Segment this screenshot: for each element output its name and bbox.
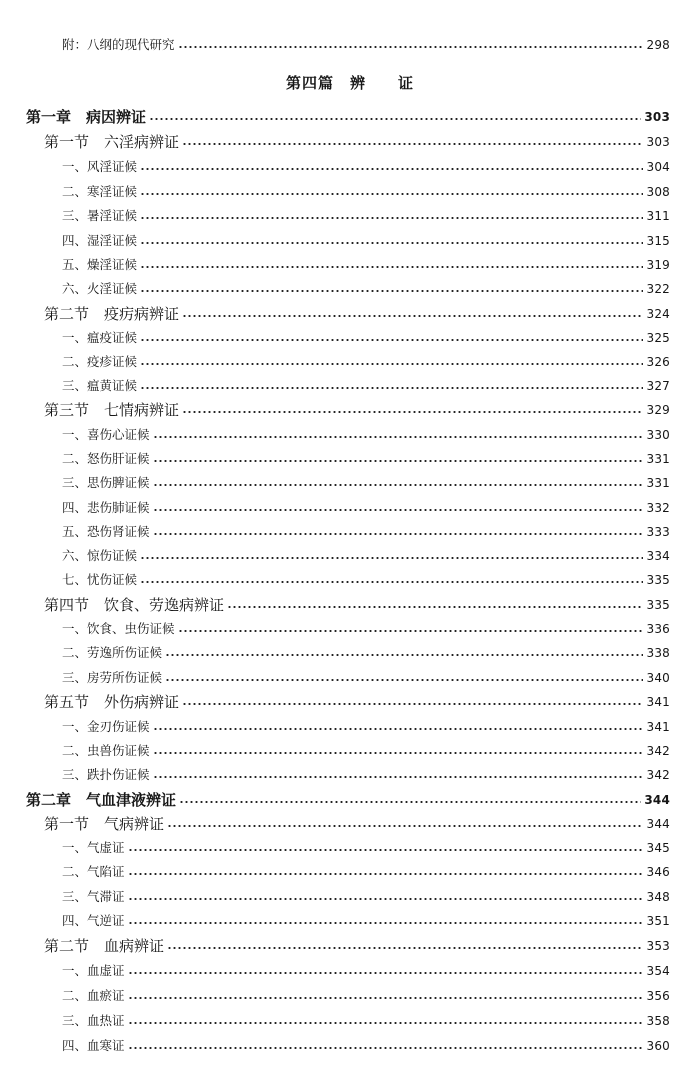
toc-entry-item (62, 568, 670, 588)
page-number: 360 (646, 1039, 670, 1053)
page-number: 354 (646, 964, 670, 978)
dot-leader (140, 362, 643, 366)
toc-entry-item (62, 229, 670, 249)
toc-entry-item (62, 277, 670, 297)
dot-leader (167, 824, 643, 828)
page-number: 341 (646, 695, 670, 709)
page-number: 341 (646, 720, 670, 734)
dot-leader (182, 702, 643, 706)
entry-label: 一、喜伤心证候 (62, 427, 150, 442)
toc-entry-item (62, 374, 670, 394)
toc-entry-item (62, 1034, 670, 1054)
entry-label: 七、忧伤证候 (62, 572, 138, 587)
page-number: 338 (646, 646, 670, 660)
dot-leader (128, 872, 644, 876)
toc-entry-item (62, 715, 670, 735)
entry-label: 三、房劳所伤证候 (62, 670, 163, 685)
dot-leader (140, 167, 643, 171)
page-number: 340 (646, 671, 670, 685)
entry-label: 一、金刃伤证候 (62, 719, 150, 734)
dot-leader (140, 580, 643, 584)
entry-label: 第一节 六淫病辨证 (44, 133, 180, 151)
page-number: 298 (646, 38, 670, 52)
dot-leader (128, 996, 644, 1000)
toc-entry-item (62, 180, 670, 200)
entry-label: 附：八纲的现代研究 (62, 37, 175, 52)
toc-entry-chapter (26, 788, 670, 808)
entry-label: 第二节 疫疠病辨证 (44, 305, 180, 323)
dot-leader (153, 508, 644, 512)
dot-leader (153, 483, 644, 487)
entry-label: 第二节 血病辨证 (44, 937, 165, 955)
dot-leader (153, 532, 644, 536)
dot-leader (140, 265, 643, 269)
page-number: 356 (646, 989, 670, 1003)
toc-entry-item (62, 350, 670, 370)
dot-leader (153, 459, 644, 463)
page-number: 327 (646, 379, 670, 393)
entry-label: 三、暑淫证候 (62, 208, 138, 223)
toc-entry-item (62, 860, 670, 880)
dot-leader (128, 971, 644, 975)
dot-leader (140, 241, 643, 245)
entry-label: 三、跌扑伤证候 (62, 767, 150, 782)
page-number: 331 (646, 476, 670, 490)
dot-leader (140, 216, 643, 220)
entry-label: 四、血寒证 (62, 1038, 125, 1053)
entry-label: 第一节 气病辨证 (44, 815, 165, 833)
page-number: 315 (646, 234, 670, 248)
dot-leader (153, 751, 644, 755)
page-number: 334 (646, 549, 670, 563)
dot-leader (140, 556, 643, 560)
page-number: 335 (646, 598, 670, 612)
toc-entry-item (62, 471, 670, 491)
toc-entry-section (44, 934, 670, 954)
part-title: 第四篇 辨 证 (285, 74, 414, 92)
page-number: 351 (646, 914, 670, 928)
dot-leader (128, 848, 644, 852)
entry-label: 二、寒淫证候 (62, 184, 138, 199)
entry-label: 四、湿淫证候 (62, 233, 138, 248)
page-number: 348 (646, 890, 670, 904)
entry-label: 一、血虚证 (62, 963, 125, 978)
page-number: 303 (644, 110, 670, 124)
page-number: 325 (646, 331, 670, 345)
entry-label: 第一章 病因辨证 (26, 108, 147, 126)
dot-leader (182, 314, 643, 318)
dot-leader (128, 1021, 644, 1025)
page-number: 332 (646, 501, 670, 515)
page-number: 345 (646, 841, 670, 855)
entry-label: 第三节 七情病辨证 (44, 401, 180, 419)
page-number: 330 (646, 428, 670, 442)
toc-entry-item (62, 423, 670, 443)
page-number: 329 (646, 403, 670, 417)
dot-leader (140, 192, 643, 196)
toc-entry-item (62, 253, 670, 273)
dot-leader (182, 410, 643, 414)
page-number: 344 (646, 817, 670, 831)
dot-leader (165, 653, 643, 657)
dot-leader (182, 142, 643, 146)
page-number: 344 (644, 793, 670, 807)
toc-entry-item (62, 617, 670, 637)
page-number: 322 (646, 282, 670, 296)
dot-leader (153, 775, 644, 779)
entry-label: 第二章 气血津液辨证 (26, 791, 177, 809)
dot-leader (140, 386, 643, 390)
entry-label: 二、气陷证 (62, 864, 125, 879)
entry-label: 五、燥淫证候 (62, 257, 138, 272)
page-number: 335 (646, 573, 670, 587)
dot-leader (140, 338, 643, 342)
dot-leader (153, 727, 644, 731)
dot-leader (178, 629, 644, 633)
entry-label: 二、疫疹证候 (62, 354, 138, 369)
toc-entry-item (62, 520, 670, 540)
entry-label: 四、悲伤肺证候 (62, 500, 150, 515)
toc-entry-item (62, 326, 670, 346)
entry-label: 三、血热证 (62, 1013, 125, 1028)
toc-entry-item (62, 1009, 670, 1029)
page-number: 342 (646, 744, 670, 758)
dot-leader (128, 1046, 644, 1050)
dot-leader (140, 289, 643, 293)
entry-label: 一、风淫证候 (62, 159, 138, 174)
toc-entry-item (62, 204, 670, 224)
toc-entry-section (44, 302, 670, 322)
entry-label: 一、气虚证 (62, 840, 125, 855)
page-number: 346 (646, 865, 670, 879)
dot-leader (165, 678, 643, 682)
toc-entry-item (62, 666, 670, 686)
entry-label: 六、火淫证候 (62, 281, 138, 296)
dot-leader (179, 800, 641, 804)
entry-label: 二、虫兽伤证候 (62, 743, 150, 758)
entry-label: 六、惊伤证候 (62, 548, 138, 563)
entry-label: 二、血瘀证 (62, 988, 125, 1003)
toc-entry-section (44, 398, 670, 418)
toc-entry-item (62, 763, 670, 783)
page-number: 353 (646, 939, 670, 953)
entry-label: 三、瘟黄证候 (62, 378, 138, 393)
toc-entry-item (62, 885, 670, 905)
toc-entry-item (62, 447, 670, 467)
dot-leader (178, 45, 644, 49)
toc-entry-item (62, 984, 670, 1004)
entry-label: 三、气滞证 (62, 889, 125, 904)
entry-label: 二、怒伤肝证候 (62, 451, 150, 466)
dot-leader (149, 117, 641, 121)
toc-entry-item (62, 836, 670, 856)
page-number: 308 (646, 185, 670, 199)
page-number: 358 (646, 1014, 670, 1028)
page-number: 324 (646, 307, 670, 321)
entry-label: 第五节 外伤病辨证 (44, 693, 180, 711)
toc-entry-item (62, 739, 670, 759)
dot-leader (167, 946, 643, 950)
page-number: 304 (646, 160, 670, 174)
dot-leader (128, 921, 644, 925)
toc-entry-section (44, 690, 670, 710)
toc-entry-item (62, 496, 670, 516)
entry-label: 三、思伤脾证候 (62, 475, 150, 490)
page-number: 333 (646, 525, 670, 539)
page-number: 336 (646, 622, 670, 636)
dot-leader (128, 897, 644, 901)
entry-label: 四、气逆证 (62, 913, 125, 928)
toc-entry-appendix (62, 33, 670, 53)
toc-entry-section (44, 812, 670, 832)
toc-entry-chapter (26, 105, 670, 125)
toc-entry-item (62, 544, 670, 564)
toc-entry-item (62, 155, 670, 175)
toc-entry-item (62, 909, 670, 929)
page-number: 311 (646, 209, 670, 223)
toc-entry-item (62, 959, 670, 979)
dot-leader (153, 435, 644, 439)
entry-label: 一、瘟疫证候 (62, 330, 138, 345)
page-number: 342 (646, 768, 670, 782)
toc-entry-section (44, 593, 670, 613)
dot-leader (227, 605, 643, 609)
page-number: 319 (646, 258, 670, 272)
page-number: 331 (646, 452, 670, 466)
toc-entry-item (62, 641, 670, 661)
entry-label: 一、饮食、虫伤证候 (62, 621, 175, 636)
page-number: 303 (646, 135, 670, 149)
entry-label: 第四节 饮食、劳逸病辨证 (44, 596, 225, 614)
page-number: 326 (646, 355, 670, 369)
entry-label: 二、劳逸所伤证候 (62, 645, 163, 660)
toc-entry-section (44, 130, 670, 150)
entry-label: 五、恐伤肾证候 (62, 524, 150, 539)
